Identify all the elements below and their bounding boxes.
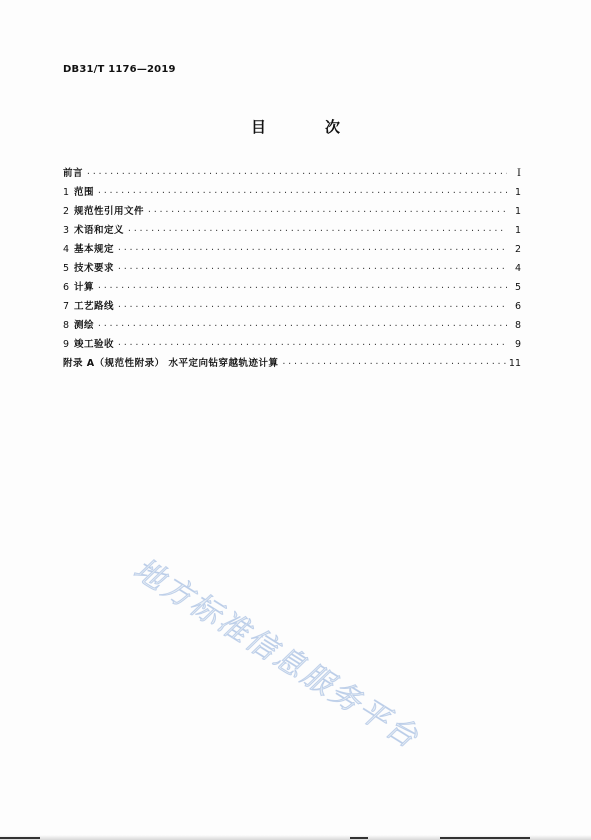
toc-entry-surveying[interactable] <box>63 316 521 335</box>
toc-entry-basic-provisions[interactable] <box>63 240 521 259</box>
toc-leader-dots <box>86 164 507 183</box>
toc-entry-number: 6 <box>63 282 70 293</box>
toc-leader-dots <box>117 259 507 278</box>
toc-entry-number: 2 <box>63 206 70 217</box>
toc-entry-completion-acceptance[interactable] <box>63 335 521 354</box>
toc-entry-label: 范围 <box>74 187 95 198</box>
scan-mark <box>350 837 368 839</box>
toc-entry-number: 3 <box>63 225 70 236</box>
toc-entry-label: 前言 <box>63 168 84 179</box>
toc-entry-number: 9 <box>63 339 70 350</box>
toc-entry-label: 计算 <box>74 282 95 293</box>
toc-entry-page: 9 <box>514 339 521 350</box>
toc-entry-label: 工艺路线 <box>74 301 115 312</box>
toc-leader-dots <box>117 335 507 354</box>
toc-entry-label: 基本规定 <box>74 244 115 255</box>
toc-entry-page: Ⅰ <box>517 168 521 179</box>
toc-entry-label: 测绘 <box>74 320 95 331</box>
toc-leader-dots <box>147 202 507 221</box>
toc-entry-label: 附录 A（规范性附录） 水平定向钻穿越轨迹计算 <box>63 358 279 369</box>
toc-entry-calculation[interactable] <box>63 278 521 297</box>
toc-leader-dots <box>97 278 507 297</box>
toc-entry-normative-references[interactable] <box>63 202 521 221</box>
toc-entry-label: 竣工验收 <box>74 339 115 350</box>
toc-title: 目 次 <box>250 118 362 136</box>
toc-leader-dots <box>117 297 507 316</box>
document-code: DB31/T 1176—2019 <box>63 64 176 75</box>
toc-leader-dots <box>281 354 507 373</box>
toc-leader-dots <box>127 221 507 240</box>
scan-mark <box>440 837 530 839</box>
toc-entry-foreword[interactable] <box>63 164 521 183</box>
toc-entry-number: 7 <box>63 301 70 312</box>
toc-entry-page: 8 <box>514 320 521 331</box>
toc-entry-technical-requirements[interactable] <box>63 259 521 278</box>
table-of-contents <box>63 164 521 373</box>
toc-entry-page: 11 <box>508 358 521 369</box>
toc-leader-dots <box>97 316 507 335</box>
toc-entry-label: 技术要求 <box>74 263 115 274</box>
scan-mark <box>0 837 40 839</box>
toc-entry-page: 1 <box>514 187 521 198</box>
toc-entry-number: 4 <box>63 244 70 255</box>
toc-entry-page: 6 <box>514 301 521 312</box>
toc-entry-scope[interactable] <box>63 183 521 202</box>
watermark-text: 地方标准信息服务平台 <box>127 551 426 757</box>
toc-entry-number: 8 <box>63 320 70 331</box>
toc-entry-number: 1 <box>63 187 70 198</box>
toc-entry-page: 1 <box>514 225 521 236</box>
toc-entry-terms-definitions[interactable] <box>63 221 521 240</box>
toc-entry-label: 术语和定义 <box>74 225 125 236</box>
toc-entry-page: 1 <box>514 206 521 217</box>
toc-leader-dots <box>97 183 507 202</box>
toc-entry-number: 5 <box>63 263 70 274</box>
toc-leader-dots <box>117 240 507 259</box>
toc-entry-label: 规范性引用文件 <box>74 206 145 217</box>
toc-entry-process-route[interactable] <box>63 297 521 316</box>
toc-entry-page: 2 <box>514 244 521 255</box>
toc-entry-appendix-a[interactable] <box>63 354 521 373</box>
toc-entry-page: 4 <box>514 263 521 274</box>
toc-entry-page: 5 <box>514 282 521 293</box>
